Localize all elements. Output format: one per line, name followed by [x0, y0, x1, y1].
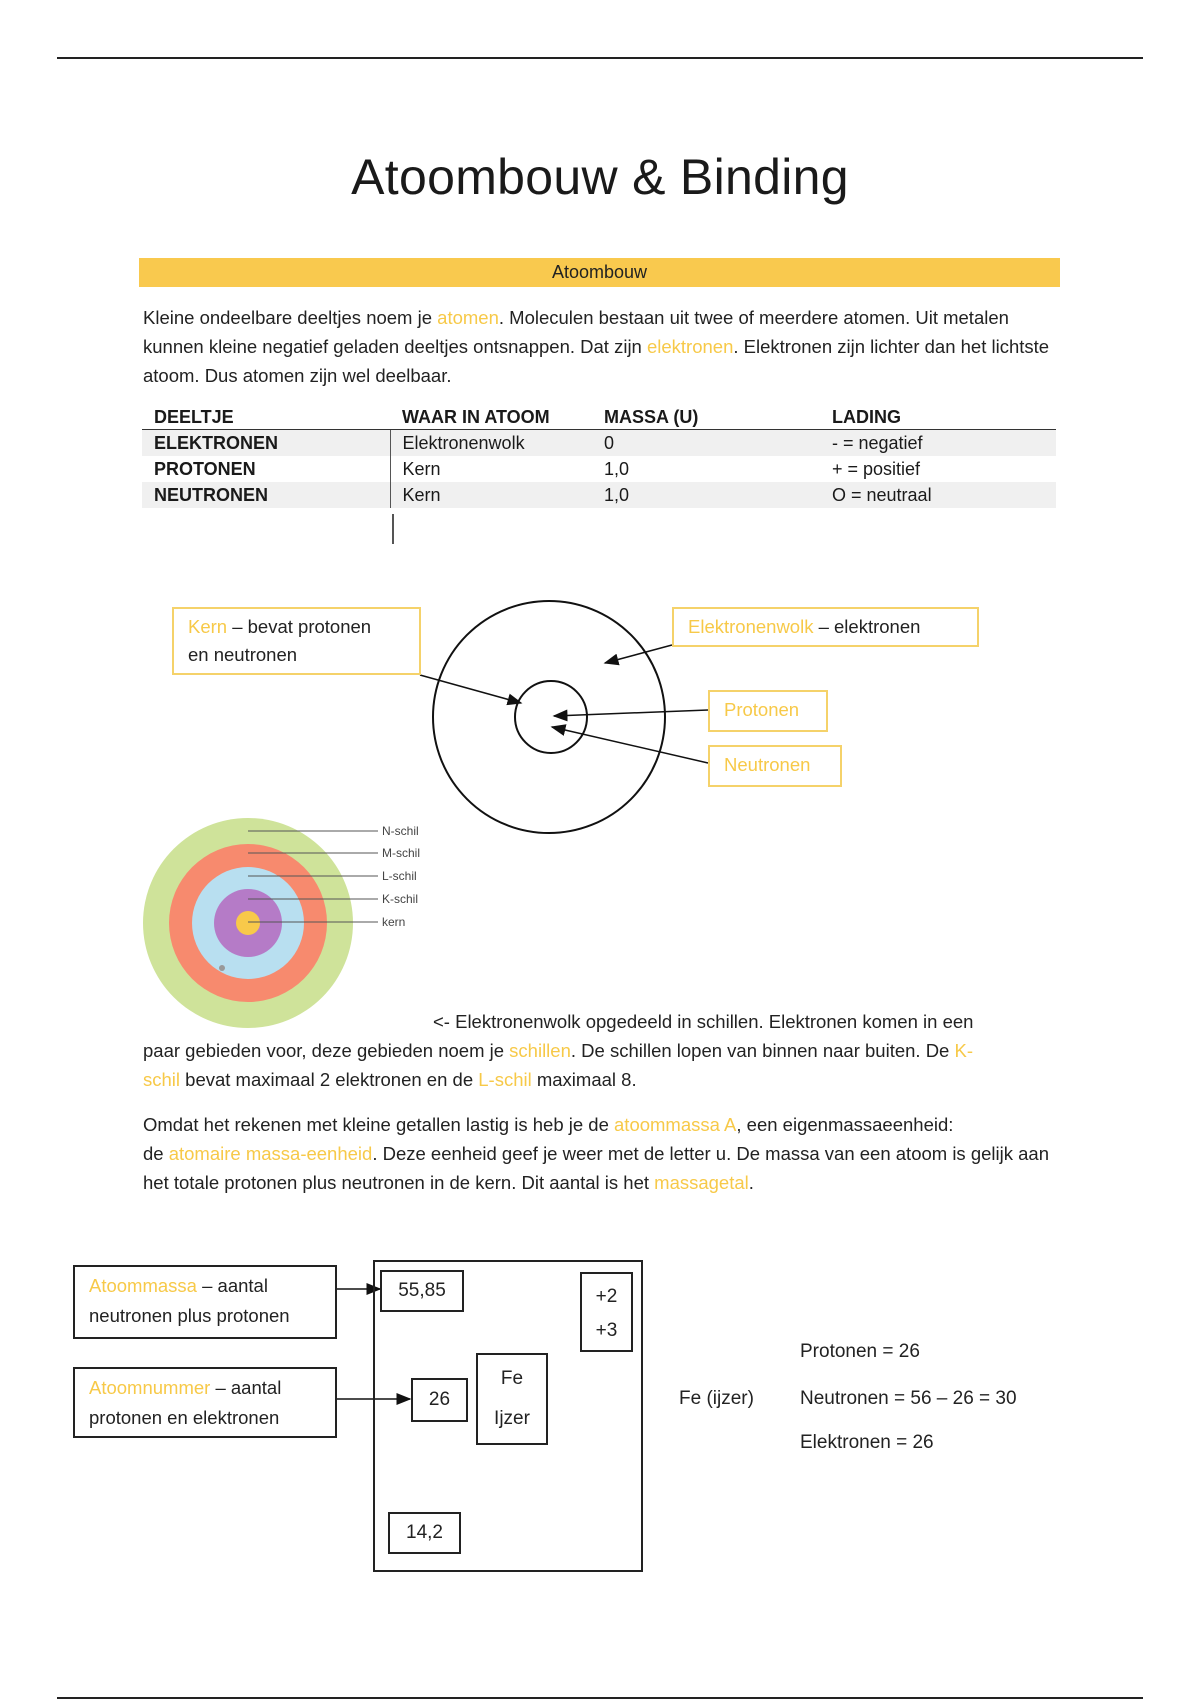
cell-charge: - = negatief — [820, 430, 1056, 457]
cell-charge: O = neutraal — [820, 482, 1056, 508]
mass-label-desc-1: – aantal — [196, 1275, 268, 1296]
wolk-callout — [672, 607, 979, 647]
mass-text-1: Omdat het rekenen met kleine getallen lastig is heb je de — [143, 1114, 615, 1135]
header-deeltje: DEELTJE — [142, 403, 390, 430]
header-massa: MASSA (U) — [592, 403, 820, 430]
shells-text-4: bevat maximaal 2 elektronen en de — [180, 1069, 479, 1090]
neutronen-arrow — [552, 727, 708, 763]
shells-text-1: <- Elektronenwolk opgedeeld in schillen. Elektronen komen in een — [433, 1011, 974, 1032]
nucleus-circle — [515, 681, 587, 753]
label-k-schil: K-schil — [382, 892, 419, 906]
protonen-arrow — [554, 710, 708, 716]
term-kern: Kern — [188, 616, 228, 637]
term-atoomnummer: Atoomnummer — [89, 1377, 211, 1398]
electron-dot — [219, 965, 225, 971]
mass-label-desc-2: neutronen plus protonen — [89, 1305, 290, 1326]
protonen-callout — [708, 690, 828, 732]
atomic-number-box: 26 — [411, 1378, 468, 1422]
label-n-schil: N-schil — [382, 824, 419, 838]
atoommassa-callout — [73, 1265, 337, 1339]
term-atoommassa-a: atoommassa A — [614, 1114, 737, 1135]
mass-text-5: . — [748, 1172, 754, 1193]
cell-mass: 0 — [592, 430, 820, 457]
label-kern: kern — [382, 915, 406, 929]
shells-text-3: . De schillen lopen van binnen naar buiten. De — [570, 1040, 955, 1061]
element-symbol: Fe — [500, 1368, 524, 1389]
shells-text-2: paar gebieden voor, deze gebieden noem je — [143, 1040, 510, 1061]
label-m-schil: M-schil — [382, 846, 420, 860]
cell-name: ELEKTRONEN — [142, 430, 390, 457]
iron-neutrons: Neutronen = 56 – 26 = 30 — [800, 1388, 1017, 1409]
page-title: Atoombouw & Binding — [351, 149, 849, 205]
lower-value-box: 14,2 — [388, 1512, 461, 1554]
kern-desc-2: en neutronen — [188, 644, 298, 665]
term-k-schil-b: schil — [143, 1069, 181, 1090]
term-schillen: schillen — [509, 1040, 571, 1061]
term-atomen: atomen — [437, 307, 499, 328]
term-l-schil: L-schil — [478, 1069, 532, 1090]
intro-text-1: Kleine ondeelbare deeltjes noem je — [143, 307, 438, 328]
electron-cloud-circle — [433, 601, 665, 833]
iron-label: Fe (ijzer) — [679, 1388, 754, 1409]
kern-desc-1: – bevat protonen — [227, 616, 372, 637]
cell-location: Kern — [390, 456, 592, 482]
cell-mass: 1,0 — [604, 458, 630, 479]
shells-paragraph — [143, 1036, 1058, 1094]
cell-location: Kern — [390, 482, 592, 508]
term-neutronen: Neutronen — [724, 754, 811, 775]
term-atoommassa: Atoommassa — [89, 1275, 197, 1296]
intro-text-2: . Moleculen bestaan uit twee of meerdere atomen. Uit metalen kunnen kleine negatief geladen deeltjes ontsnappen. Dat zijn — [143, 307, 1009, 357]
element-name: Ijzer — [494, 1408, 530, 1429]
header-lading: LADING — [820, 403, 1056, 430]
mass-text-3: de — [143, 1143, 169, 1164]
cell-charge: + = positief — [832, 458, 921, 479]
shells-text-5: maximaal 8. — [531, 1069, 637, 1090]
term-elektronen: elektronen — [646, 336, 734, 357]
header-waar: WAAR IN ATOOM — [390, 403, 592, 430]
mass-text-4: . Deze eenheid geef je weer met de letter u. De massa van een atoom is gelijk aan het totale protonen plus neutronen in de kern. Dit aantal is het — [143, 1143, 1049, 1193]
charge-plus-3: +3 — [595, 1320, 618, 1341]
bottom-rule — [57, 1697, 1143, 1699]
section-heading: Atoombouw — [139, 258, 1060, 287]
atoomnummer-callout — [73, 1367, 337, 1438]
atomic-mass-box: 55,85 — [380, 1270, 464, 1312]
num-label-desc-2: protonen en elektronen — [89, 1407, 280, 1428]
cell-location: Elektronenwolk — [390, 430, 592, 457]
cell-name: NEUTRONEN — [142, 482, 390, 508]
cell-mass: 1,0 — [592, 482, 820, 508]
symbol-box — [476, 1353, 548, 1445]
shells-line-1 — [433, 1007, 1073, 1036]
wolk-desc: – elektronen — [813, 616, 921, 637]
kern-callout — [172, 607, 421, 675]
iron-electrons: Elektronen = 26 — [800, 1432, 934, 1453]
num-label-desc-1: – aantal — [210, 1377, 282, 1398]
charges-box — [580, 1272, 633, 1352]
term-massagetal: massagetal — [654, 1172, 749, 1193]
term-elektronenwolk: Elektronenwolk — [688, 616, 814, 637]
wolk-arrow — [605, 645, 672, 663]
mass-paragraph — [143, 1110, 1058, 1197]
mass-text-2: , een eigenmassaeenheid: — [736, 1114, 954, 1135]
term-atomaire-massa-eenheid: atomaire massa-eenheid — [168, 1143, 373, 1164]
shell-kern — [236, 911, 260, 935]
neutronen-callout — [708, 745, 842, 787]
label-l-schil: L-schil — [382, 869, 417, 883]
term-protonen: Protonen — [724, 699, 800, 720]
intro-text-3: . Elektronen zijn lichter dan het lichtste atoom. Dus atomen zijn wel deelbaar. — [143, 336, 1050, 386]
iron-protons: Protonen = 26 — [800, 1341, 920, 1362]
cell-name: PROTONEN — [154, 458, 256, 479]
charge-plus-2: +2 — [595, 1286, 618, 1307]
term-k-schil-a: K- — [954, 1040, 973, 1061]
